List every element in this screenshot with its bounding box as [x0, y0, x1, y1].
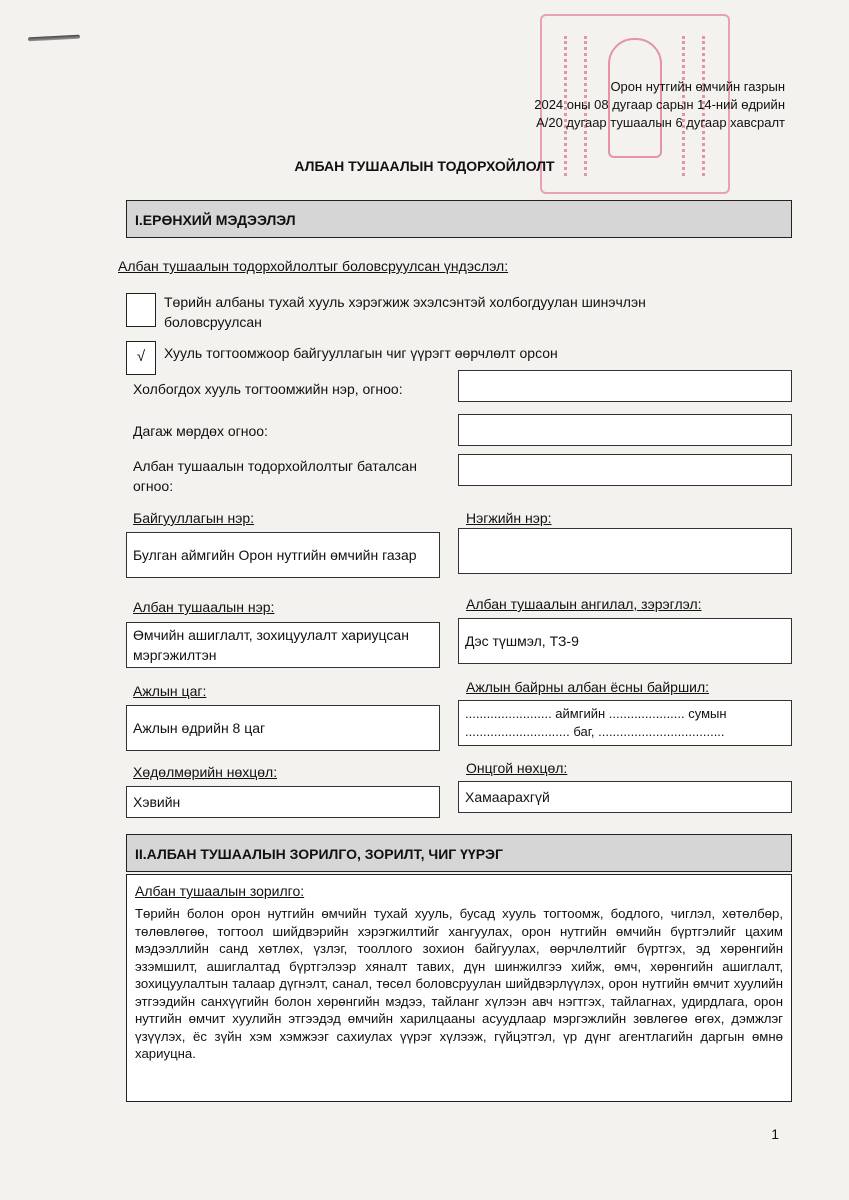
position-field[interactable] — [126, 622, 440, 668]
special-field[interactable] — [458, 781, 792, 813]
header-note — [534, 78, 785, 132]
option1-checkbox[interactable] — [126, 293, 156, 327]
position-label: Албан тушаалын нэр: — [133, 599, 275, 615]
approved-date-label: Албан тушаалын тодорхойлолтыг баталсан огноо: — [133, 458, 417, 494]
special-label: Онцгой нөхцөл: — [466, 760, 568, 776]
page-number: 1 — [771, 1126, 779, 1142]
org-label: Байгууллагын нэр: — [133, 510, 255, 526]
unit-field[interactable] — [458, 528, 792, 574]
location-line1: ........................ аймгийн ..................... сумын — [465, 706, 727, 721]
location-line2: ............................. баг, ................................... — [465, 724, 725, 739]
goal-box — [126, 874, 792, 1102]
option2-text: Хууль тогтоомжоор байгууллагын чиг үүрэгт өөрчлөлт орсон — [164, 345, 558, 361]
location-field[interactable] — [458, 700, 792, 746]
hours-field[interactable] — [126, 705, 440, 751]
staple-mark — [28, 35, 80, 42]
location-label: Ажлын байрны албан ёсны байршил: — [466, 679, 710, 695]
section2-title: II.АЛБАН ТУШААЛЫН ЗОРИЛГО, ЗОРИЛТ, ЧИГ ҮҮРЭГ — [126, 834, 792, 872]
goal-text: Төрийн болон орон нутгийн өмчийн тухай хууль, бусад хууль тогтоомж, бодлого, чиглэл, хөтөлбөр, төлөвлөгөө, тогтоол шийдвэрийн хэрэгжилтийг хангуулах, орон нутгийн өмчийн бүртгэлийг цахим мэдээллийн санд хөтлөх, үзлэг, тооллого зохион байгуулах, өөрчлөлтийг бүртгэх, эд хөрөнгийн эзэмшилт, ашиглалтад бүртгэлээр хяналт тавих, дүн шинжилгээ хийж, өмч, хөрөнгийн ашиглалт, зохицуулалтын талаар дүгнэлт, санал, төсөл боловсруулан шийдвэрлүүлэх, орон нутгийн өмчит хуулийн этгээдийн санхүүгийн болон хөрөнгийн мэдээ, тайланг хүлээн авч нэгтгэх, тайлагнах, удирдлага, орон нутгийн өмчит хуулийн этгээдэд өмчийн харилцааны асуудлаар мэргэжлийн зөвлөгөө өгөх, дэмжлэг үзүүлэх, ёс зүйн хэм хэмжээг сахиулах үүрэг хүлээж, гүйцэтгэл, үр дүнг агентлагийн даргын өмнө хариуцна. — [135, 906, 783, 1061]
approved-date-field[interactable] — [458, 454, 792, 486]
category-field[interactable] — [458, 618, 792, 664]
header-note-line2: 2024 оны 08 дугаар сарын 14-ний өдрийн — [534, 97, 785, 112]
option2-checkbox[interactable]: √ — [126, 341, 156, 375]
category-value: Дэс түшмэл, ТЗ-9 — [465, 633, 579, 649]
section1-title: I.ЕРӨНХИЙ МЭДЭЭЛЭЛ — [126, 200, 792, 238]
basis-label: Албан тушаалын тодорхойлолтыг боловсруулсан үндэслэл: — [118, 258, 509, 274]
unit-label: Нэгжийн нэр: — [466, 510, 552, 526]
conditions-value: Хэвийн — [133, 794, 181, 810]
special-value: Хамаарахгүй — [465, 789, 550, 805]
law-name-field[interactable] — [458, 370, 792, 402]
org-value: Булган аймгийн Орон нутгийн өмчийн газар — [133, 547, 417, 563]
hours-value: Ажлын өдрийн 8 цаг — [133, 720, 266, 736]
effective-date-label: Дагаж мөрдөх огноо: — [133, 423, 268, 439]
conditions-field[interactable] — [126, 786, 440, 818]
hours-label: Ажлын цаг: — [133, 683, 207, 699]
org-field[interactable] — [126, 532, 440, 578]
category-label: Албан тушаалын ангилал, зэрэглэл: — [466, 596, 702, 612]
header-note-line3: А/20 дугаар тушаалын 6 дугаар хавсралт — [536, 115, 785, 130]
goal-label: Албан тушаалын зорилго: — [135, 883, 305, 899]
effective-date-field[interactable] — [458, 414, 792, 446]
option1-text: Төрийн албаны тухай хууль хэрэгжиж эхэлсэнтэй холбогдуулан шинэчлэн боловсруулсан — [164, 294, 646, 330]
law-name-label: Холбогдох хууль тогтоомжийн нэр, огноо: — [133, 381, 403, 397]
document-title: АЛБАН ТУШААЛЫН ТОДОРХОЙЛОЛТ — [294, 158, 555, 174]
header-note-line1: Орон нутгийн өмчийн газрын — [610, 79, 785, 94]
conditions-label: Хөдөлмөрийн нөхцөл: — [133, 764, 278, 780]
position-value: Өмчийн ашиглалт, зохицуулалт хариуцсан мэргэжилтэн — [133, 627, 409, 663]
